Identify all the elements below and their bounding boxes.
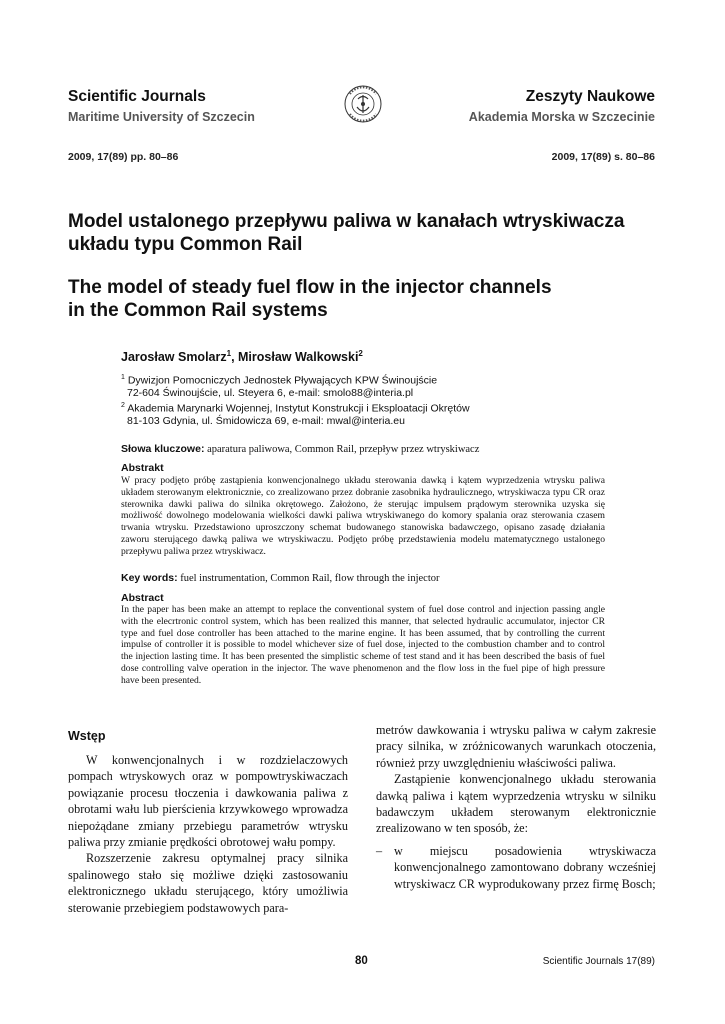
right-column	[376, 722, 656, 892]
university-name-en: Maritime University of Szczecin	[68, 110, 255, 124]
list-item-text: w miejscu posadowienia wtryskiwacza konwencjonalnego zamontowano dobrany wcześniej wtryskiwacz CR wyprodukowany przez firmę Bosch;	[394, 843, 656, 891]
author-separator: ,	[231, 350, 239, 365]
authors	[121, 349, 363, 364]
intro-paragraph-2: Rozszerzenie zakresu optymalnej pracy silnika spalinowego stało się możliwe dzięki zastosowaniu elektronicznego układu sterującego, który umożliwia sterowanie przebiegiem podstawowych para-	[68, 851, 348, 915]
affiliation-2-address: 81-103 Gdynia, ul. Śmidowicza 69, e-mail: mwal@interia.eu	[127, 415, 405, 428]
university-seal-logo	[342, 80, 384, 130]
keywords-en-text: fuel instrumentation, Common Rail, flow through the injector	[177, 573, 440, 584]
left-column	[68, 752, 348, 916]
author-1: Jarosław Smolarz	[121, 350, 227, 365]
list-bullet: –	[376, 843, 383, 858]
author-2-affiliation-mark: 2	[358, 349, 363, 358]
abstract-en-heading: Abstract	[121, 592, 164, 604]
keywords-en	[121, 572, 439, 584]
title-en-line-2: in the Common Rail systems	[68, 300, 328, 321]
list-item	[376, 843, 656, 892]
keywords-pl	[121, 443, 479, 455]
abstract-en-text: In the paper has been make an attempt to replace the conventional system of fuel dose control and injection passing angle with the elecrtronic control system, which has been realized this manner, that selected hydraulic accumulator, injector CR type and fuel dose controller has been attached to the marine engine. It has been assumed, that by controlling the current impulse of controller it is possible to model whichever size of fuel dose, injected to the combustion chamber and to control the injection lasting time. It has been presented the simplistic scheme of test stand and it has been described the basis of fuel dose controlling valve operation in the injector. The wave phenomenon and the flow loss in the fuel pipe of high pressure have been presented.	[121, 604, 605, 686]
affiliations	[121, 372, 601, 428]
affiliation-1: $^1$ Dywizjon Pomocniczych Jednostek Pływających KPW Świnoujście	[121, 374, 438, 387]
keywords-en-label: Key words:	[121, 572, 178, 584]
keywords-pl-text: aparatura paliwowa, Common Rail, przepływ przez wtryskiwacz	[204, 444, 480, 455]
section-heading-introduction: Wstęp	[68, 729, 106, 743]
page-number: 80	[355, 955, 368, 967]
intro-paragraph-2-continued: metrów dawkowania i wtrysku paliwa w całym zakresie pracy silnika, w zróżnicowanych warunkach otoczenia, również przy uwzględnieniu właściwości paliwa.	[376, 723, 656, 770]
author-1-affiliation-mark: 1	[226, 349, 232, 358]
footer-journal: Scientific Journals 17(89)	[542, 956, 655, 967]
affiliation-2: $^2$ Akademia Marynarki Wojennej, Instytut Konstrukcji i Eksploatacji Okrętów	[121, 402, 470, 415]
intro-paragraph-1: W konwencjonalnych i w rozdzielaczowych pompach wtryskowych oraz w pompowtryskiwaczach powiązanie procesu tłoczenia i dawkowania paliwa z obrotami wału lub pierścienia krzywkowego wprowadza niepożądane zmiany przebiegu parametrów wtrysku paliwa przy zmianie prędkości obrotowej wału pompy.	[68, 753, 348, 850]
journal-title-en: Scientific Journals	[68, 88, 206, 105]
affiliation-1-address: 72-604 Świnoujście, ul. Steyera 6, e-mail: smolo88@interia.pl	[127, 387, 414, 400]
paper-title-en	[68, 276, 668, 322]
title-pl-line-2: układu typu Common Rail	[68, 234, 303, 255]
abstract-pl-text: W pracy podjęto próbę zastąpienia konwencjonalnego układu sterowania dawką i kątem wyprzedzenia wtrysku paliwa układem sterowanym elektronicznie, co zrealizowano przez dobranie zasobnika hydraulicznego, wtryskiwacza typu CR oraz sterownika dawki paliwa do silnika okrętowego. Założono, że sterując impulsem prądowym sterownika uzyska się możliwość dowolnego modelowania wielkości dawki paliwa wtryskiwanego do komory spalania oraz sterowania czasem trwania wtrysku. Przedstawiono uproszczony schemat budowanego stanowiska badawczego, opisano zasadę działania zaworu sterującego dawką paliwa we wtryskiwaczu. Podjęto próbę przedstawienia modelu matematycznego ustalonego przepływu paliwa przez wtryskiwacz.	[121, 475, 605, 557]
citation-pl: 2009, 17(89) s. 80–86	[551, 151, 655, 163]
citation-en: 2009, 17(89) pp. 80–86	[68, 151, 179, 163]
journal-title-pl: Zeszyty Naukowe	[525, 88, 655, 105]
university-name-pl: Akademia Morska w Szczecinie	[468, 110, 655, 124]
abstract-pl-heading: Abstrakt	[121, 462, 164, 474]
author-2: Mirosław Walkowski	[238, 350, 359, 365]
intro-paragraph-3: Zastąpienie konwencjonalnego układu sterowania dawką paliwa i kątem wyprzedzenia wtrysku w silniku badawczym układem sterowanym elektronicznie zrealizowano w ten sposób, że:	[376, 772, 656, 836]
title-pl-line-1: Model ustalonego przepływu paliwa w kanałach wtryskiwacza	[68, 211, 625, 232]
paper-title-pl	[68, 210, 668, 256]
keywords-pl-label: Słowa kluczowe:	[121, 443, 205, 455]
title-en-line-1: The model of steady fuel flow in the injector channels	[68, 277, 552, 298]
